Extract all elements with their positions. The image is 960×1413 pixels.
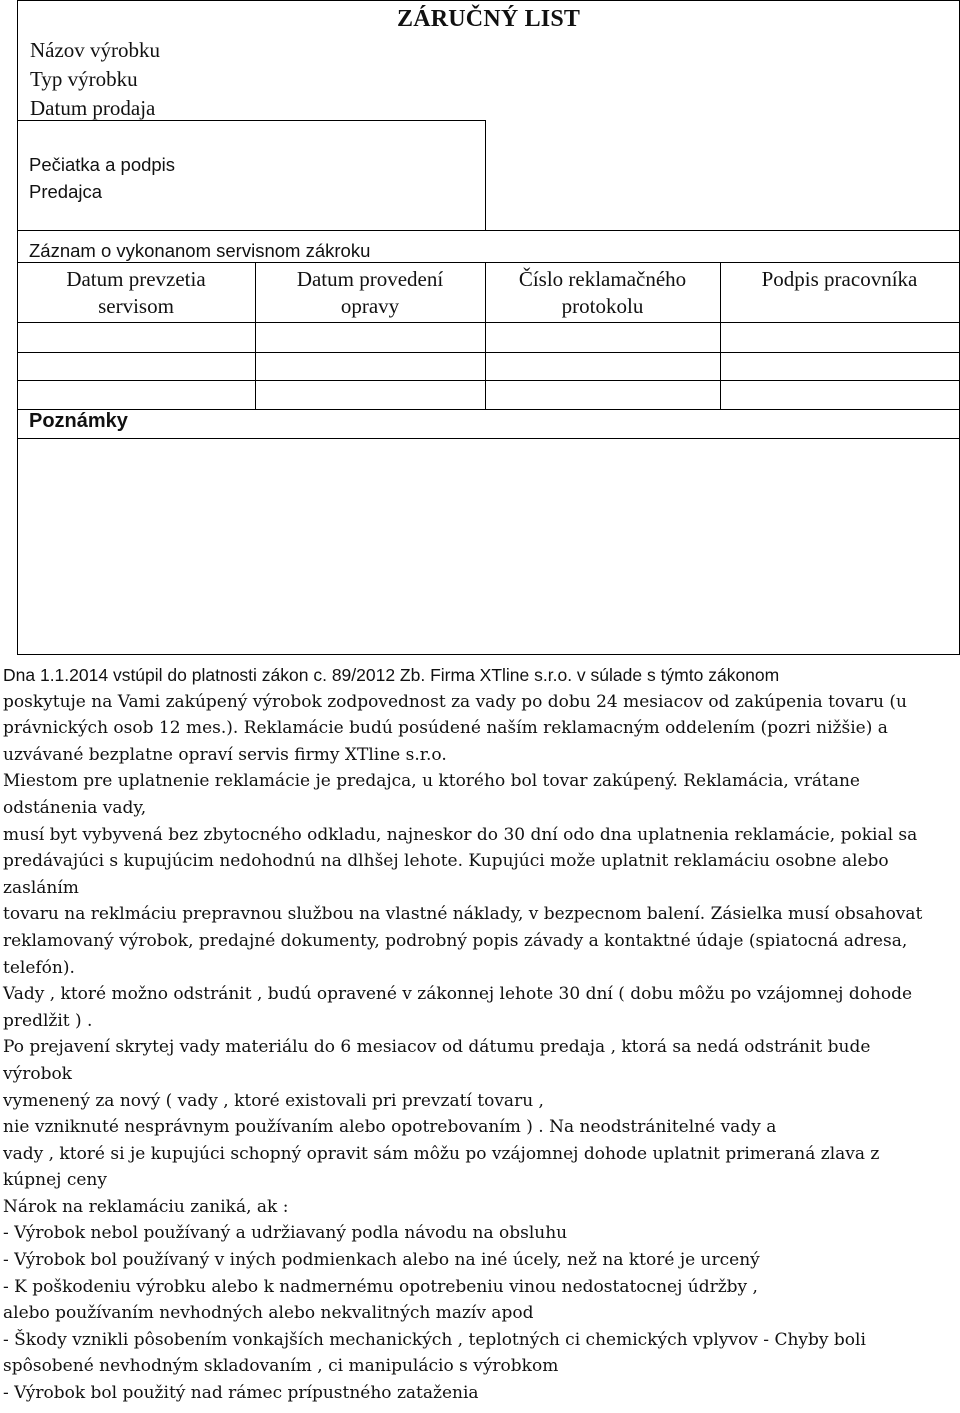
column-header-line1: Podpis pracovníka (761, 267, 918, 291)
terms-line: telefón). (3, 957, 75, 978)
form-border-bottom (17, 654, 960, 655)
product-type-label: Typ výrobku (30, 67, 138, 91)
terms-line: - Výrobok bol používaný v iných podmienkach alebo na iné úcely, než na ktoré je urcený (3, 1250, 760, 1271)
form-border-left (17, 0, 18, 655)
column-header-line1: Datum provedení (296, 267, 444, 291)
table-header-bottom (17, 322, 960, 323)
column-header-received-date (17, 266, 255, 320)
terms-line: Po prejavení skrytej vady materiálu do 6 mesiacov od dátumu predaja , ktorá sa nedá odstránit bude (3, 1037, 871, 1058)
stamp-label-line1: Pečiatka a podpis (29, 154, 176, 175)
terms-line: zasláním (3, 877, 79, 898)
terms-line: Nárok na reklamáciu zaniká, ak : (3, 1196, 289, 1217)
terms-line: predlžit ) . (3, 1010, 93, 1031)
terms-line: uzvávané bezplatne opraví servis firmy XTline s.r.o. (3, 744, 447, 765)
terms-line: alebo používaním nevhodných alebo nekvalitných mazív apod (3, 1303, 534, 1324)
service-row-top (17, 230, 960, 231)
terms-line: Dna 1.1.2014 vstúpil do platnosti zákon c. 89/2012 Zb. Firma XTline s.r.o. v súlade s týmto zákonom (3, 665, 780, 685)
warranty-terms (3, 662, 958, 1407)
terms-line: poskytuje na Vami zakúpený výrobok zodpovednost za vady po dobu 24 mesiacov od zakúpenia tovaru (u (3, 691, 907, 712)
terms-line: výrobok (3, 1063, 72, 1084)
terms-line: právnických osob 12 mes.). Reklamácie budú posúdené naším reklamacným oddelením (pozri nižšie) a (3, 718, 888, 739)
upper-divider (485, 120, 486, 230)
warranty-form (17, 0, 960, 655)
column-header-repair-date (255, 266, 485, 320)
terms-line: Vady , ktoré možno odstránit , budú opravené v zákonnej lehote 30 dní ( dobu môžu po vzájomnej dohode (3, 984, 913, 1005)
product-name-label: Názov výrobku (30, 38, 161, 62)
terms-line: - K poškodeniu výrobku alebo k nadmernému opotrebeniu vinou nedostatocnej údržby , (3, 1276, 758, 1297)
column-header-worker-signature (720, 266, 959, 293)
warranty-title: ZÁRUČNÝ LIST (397, 6, 581, 32)
table-row-3-bottom (17, 409, 960, 410)
notes-top (17, 438, 960, 439)
terms-line: spôsobené nevhodným skladovaním , ci manipulácio s výrobkom (3, 1356, 559, 1377)
column-header-line1: Číslo reklamačného (518, 267, 687, 291)
column-header-line2: servisom (98, 294, 174, 318)
column-header-line2: protokolu (561, 294, 644, 318)
terms-line: - Výrobok nebol používaný a udržiavaný podla návodu na obsluhu (3, 1223, 568, 1244)
table-row-2-bottom (17, 380, 960, 381)
terms-line: nie vzniknuté nesprávnym používaním alebo opotrebovaním ) . Na neodstránitelné vady a (3, 1117, 777, 1138)
form-border-top (17, 0, 960, 1)
table-row-1-bottom (17, 352, 960, 353)
terms-line: vymenený za nový ( vady , ktoré existovali pri prevzatí tovaru , (3, 1090, 544, 1111)
terms-line: reklamovaný výrobok, predajné dokumenty, podrobný popis závady a kontaktné údaje (spiatocná adresa, (3, 930, 908, 951)
terms-line: odstánenia vady, (3, 797, 147, 818)
stamp-label-line2: Predajca (29, 181, 103, 202)
notes-label: Poznámky (29, 410, 128, 432)
column-header-claim-number (485, 266, 720, 320)
terms-line: musí byt vybyvená bez zbytocného odkladu, najneskor do 30 dní odo dna uplatnenia reklamácie, pokial sa (3, 824, 918, 845)
terms-line: kúpnej ceny (3, 1170, 107, 1191)
service-record-label: Záznam o vykonanom servisnom zákroku (29, 240, 371, 261)
sale-date-label: Datum prodaja (30, 96, 156, 120)
terms-line: - Výrobok bol použitý nad rámec prípustného zataženia (3, 1383, 479, 1404)
column-header-line2: opravy (340, 294, 400, 318)
terms-line: vady , ktoré si je kupujúci schopný opravit sám môžu po vzájomnej dohode uplatnit primeraná zlava z (3, 1143, 880, 1164)
column-header-line1: Datum prevzetia (66, 267, 206, 291)
terms-line: Miestom pre uplatnenie reklamácie je predajca, u ktorého bol tovar zakúpený. Reklamácia, vrátane (3, 771, 860, 792)
terms-line: predávajúci s kupujúcim nedohodnú na dlhšej lehote. Kupujúci može uplatnit reklamáciu osobne alebo (3, 851, 889, 872)
terms-line: - Škody vznikli pôsobením vonkajších mechanických , teplotných ci chemických vplyvov - Chyby boli (3, 1329, 866, 1350)
terms-line: tovaru na reklmáciu prepravnou službou na vlastné náklady, v bezpecnom balení. Zásielka musí obsahovat (3, 904, 923, 925)
